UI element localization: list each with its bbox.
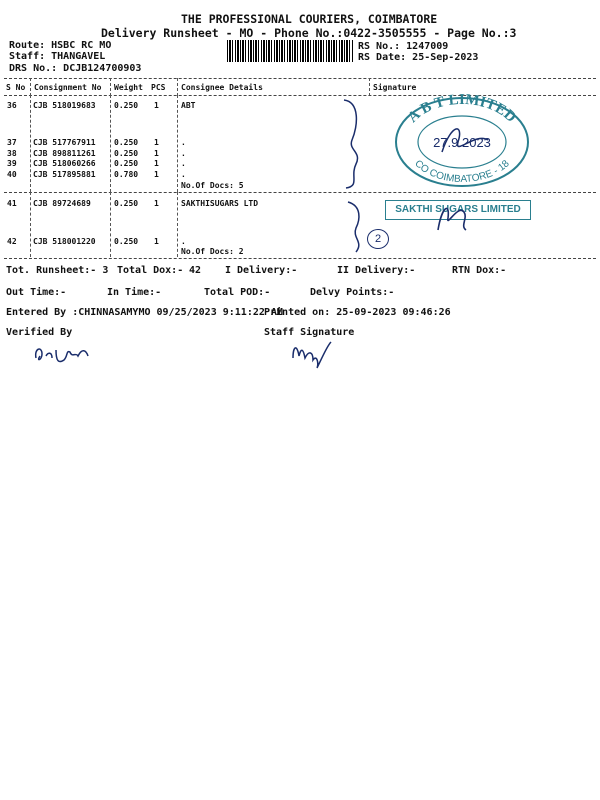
divider <box>110 192 111 257</box>
divider <box>4 192 596 193</box>
row-details: . <box>181 149 186 158</box>
verified-by-label: Verified By <box>6 327 73 338</box>
verified-signature <box>30 338 110 368</box>
row-details: SAKTHISUGARS LTD <box>181 199 259 208</box>
divider <box>369 78 370 96</box>
runsheet-title: Delivery Runsheet - MO - Phone No.:0422-3505555 - Page No.:3 <box>101 26 517 40</box>
row-weight: 0.250 <box>114 138 139 147</box>
row-weight: 0.250 <box>114 199 139 208</box>
svg-text:A B T LIMITED <box>405 92 519 126</box>
staff-label: Staff: THANGAVEL <box>9 51 106 62</box>
row-details: ABT <box>181 101 196 110</box>
row-sno: 38 <box>7 149 17 158</box>
row-weight: 0.250 <box>114 149 139 158</box>
col-pcs: PCS <box>151 83 166 92</box>
total-dox-value: 42 <box>189 265 202 276</box>
row-sno: 40 <box>7 170 17 179</box>
row-details: . <box>181 159 186 168</box>
col-sno: S No <box>6 83 26 92</box>
entered-by: Entered By :CHINNASAMYMO 09/25/2023 9:11:22 AM <box>6 307 283 318</box>
rs-date: RS Date: 25-Sep-2023 <box>358 52 479 63</box>
divider <box>30 95 31 192</box>
company-stamp-round <box>392 92 532 192</box>
row-weight: 0.250 <box>114 159 139 168</box>
divider <box>177 95 178 192</box>
svg-text:CO COIMBATORE - 18 <box>412 158 512 185</box>
brace-mark <box>340 96 370 192</box>
row-consignment: CJB 517895881 <box>33 170 96 179</box>
stamp-round-top: A B T LIMITED <box>404 92 519 126</box>
drs-label: DRS No.: DCJB124700903 <box>9 63 142 74</box>
rs-number: RS No.: 1247009 <box>358 41 449 52</box>
total-pod: Total POD:- <box>204 287 271 298</box>
row-pcs: 1 <box>154 199 159 208</box>
row-pcs: 1 <box>154 138 159 147</box>
row-pcs: 1 <box>154 170 159 179</box>
stamp-date: 27.9.2023 <box>433 135 491 150</box>
row-details: . <box>181 237 186 246</box>
col-details: Consignee Details <box>181 83 263 92</box>
route-label: Route: HSBC RC MO <box>9 40 112 51</box>
staff-signature <box>287 336 337 372</box>
row-consignment: CJB 518001220 <box>33 237 96 246</box>
col-signature: Signature <box>373 83 417 92</box>
row-consignment: CJB 89724689 <box>33 199 91 208</box>
divider <box>30 192 31 257</box>
out-time: Out Time:- <box>6 287 67 298</box>
delvy-points: Delvy Points:- <box>310 287 395 298</box>
tot-runsheet: Tot. Runsheet:- 3 <box>6 265 109 276</box>
row-consignment: CJB 518060266 <box>33 159 96 168</box>
row-pcs: 1 <box>154 149 159 158</box>
i-delivery: I Delivery:- <box>225 265 298 276</box>
stamp-round-bottom: CO COIMBATORE - 18 <box>412 158 512 186</box>
divider <box>177 192 178 257</box>
row-weight: 0.780 <box>114 170 139 179</box>
ii-delivery: II Delivery:- <box>337 265 416 276</box>
row-details: . <box>181 138 186 147</box>
row-pcs: 1 <box>154 237 159 246</box>
docs-count: No.Of Docs: 2 <box>181 247 244 256</box>
docs-count: No.Of Docs: 5 <box>181 181 244 190</box>
divider <box>30 78 31 96</box>
in-time: In Time:- <box>107 287 162 298</box>
total-dox-label: Total Dox:- <box>117 265 184 276</box>
row-sno: 42 <box>7 237 17 246</box>
row-consignment: CJB 517767911 <box>33 138 96 147</box>
row-pcs: 1 <box>154 101 159 110</box>
col-weight: Weight <box>114 83 143 92</box>
rtn-dox: RTN Dox:- <box>452 265 507 276</box>
staff-signature-label: Staff Signature <box>264 327 355 338</box>
row-weight: 0.250 <box>114 101 139 110</box>
row-sno: 41 <box>7 199 17 208</box>
divider <box>4 78 596 79</box>
row-details: . <box>181 170 186 179</box>
consignee-signature <box>432 196 472 236</box>
company-title: THE PROFESSIONAL COURIERS, COIMBATORE <box>181 12 438 26</box>
divider <box>110 95 111 192</box>
row-pcs: 1 <box>154 159 159 168</box>
barcode <box>227 40 354 62</box>
row-consignment: CJB 898811261 <box>33 149 96 158</box>
divider <box>4 258 596 259</box>
row-sno: 36 <box>7 101 17 110</box>
divider <box>110 78 111 96</box>
row-sno: 39 <box>7 159 17 168</box>
row-consignment: CJB 518019683 <box>33 101 96 110</box>
row-weight: 0.250 <box>114 237 139 246</box>
col-consignment: Consignment No <box>34 83 102 92</box>
divider <box>177 78 178 96</box>
stamp-rect-text: SAKTHI SUGARS LIMITED <box>385 200 531 220</box>
circled-number: 2 <box>367 229 389 249</box>
printed-on: Printed on: 25-09-2023 09:46:26 <box>264 307 451 318</box>
row-sno: 37 <box>7 138 17 147</box>
